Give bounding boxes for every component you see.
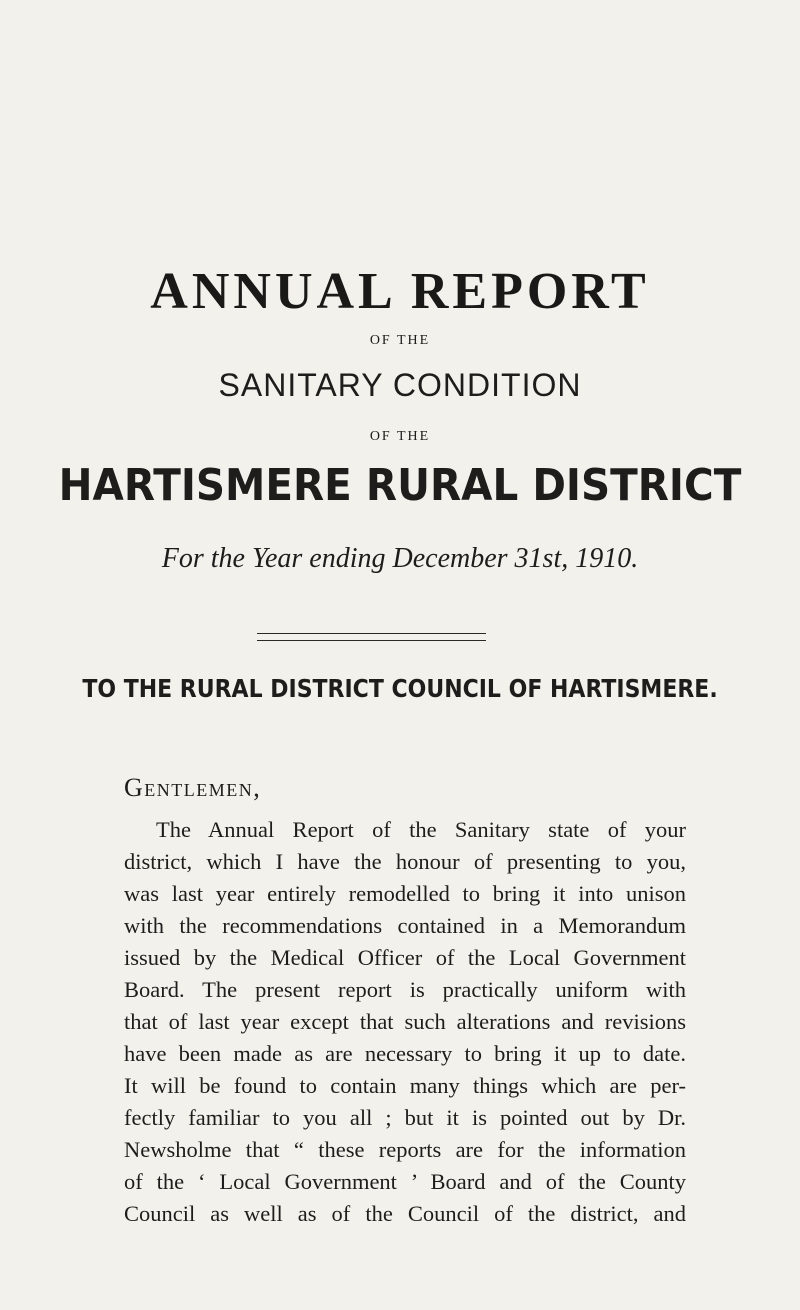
district-name: HARTISMERE RURAL DISTRICT [58, 460, 742, 511]
body-line: district, which I have the honour of presenting to you, [124, 849, 686, 874]
body-line: was last year entirely remodelled to bring it into unison [124, 881, 686, 906]
body-line: Newsholme that “ these reports are for the information [124, 1137, 686, 1162]
body-line: Board. The present report is practically uniform with [124, 977, 686, 1002]
body-line: issued by the Medical Officer of the Local Government [124, 945, 686, 970]
body-line: of the ‘ Local Government ’ Board and of the County [124, 1169, 686, 1194]
body-line: with the recommendations contained in a Memorandum [124, 913, 686, 938]
body-line: that of last year except that such alterations and revisions [124, 1009, 686, 1034]
year-ending-line: For the Year ending December 31st, 1910. [161, 543, 639, 574]
body-line: Council as well as of the Council of the district, and [124, 1201, 686, 1226]
of-the-connector-1: OF THE [369, 333, 431, 348]
address-heading: TO THE RURAL DISTRICT COUNCIL OF HARTISMERE. [82, 674, 718, 703]
salutation: Gentlemen, [124, 773, 262, 802]
body-line: have been made as are necessary to bring it up to date. [124, 1041, 686, 1066]
double-rule-divider [257, 633, 486, 641]
body-line: The Annual Report of the Sanitary state of your [156, 817, 686, 842]
report-subtitle: SANITARY CONDITION [218, 367, 582, 403]
body-line: fectly familiar to you all ; but it is pointed out by Dr. [124, 1105, 686, 1130]
body-paragraph [124, 814, 686, 1230]
body-line: It will be found to contain many things which are per- [124, 1073, 686, 1098]
report-title: ANNUAL REPORT [150, 263, 650, 320]
of-the-connector-2: OF THE [369, 429, 431, 444]
